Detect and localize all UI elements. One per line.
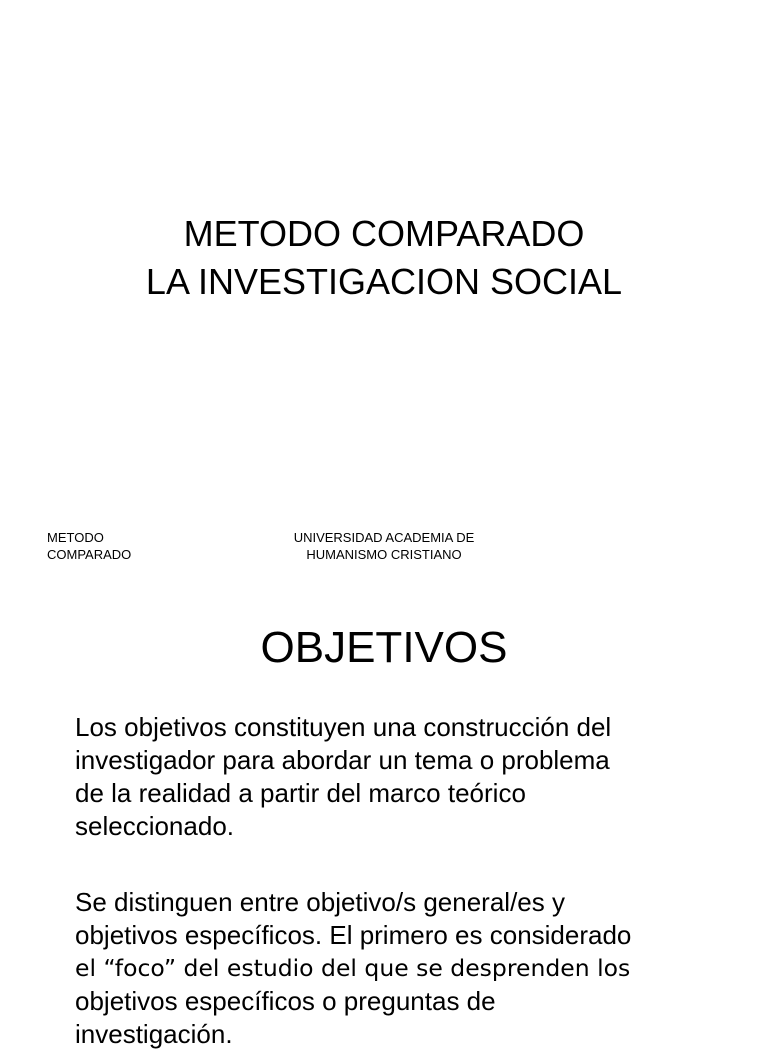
slide-title-heading xyxy=(0,210,768,306)
paragraph-distinction xyxy=(75,886,735,1051)
footer-center-line-1: UNIVERSIDAD ACADEMIA DE xyxy=(293,530,475,545)
paragraph2-line-5: investigación. xyxy=(75,1019,233,1049)
slide-objetivos xyxy=(0,580,768,1049)
footer-center-text xyxy=(234,529,534,563)
footer-center-line-2: HUMANISMO CRISTIANO xyxy=(306,547,462,562)
paragraph1-line-3: de la realidad a partir del marco teórico xyxy=(75,778,526,808)
paragraph-definition xyxy=(75,711,735,843)
paragraph1-line-1: Los objetivos constituyen una construcción del xyxy=(75,712,612,742)
footer-left-line-1: METODO xyxy=(47,530,104,545)
paragraph2-line-4: objetivos específicos o preguntas de xyxy=(75,986,496,1016)
footer-left-text xyxy=(47,529,187,563)
paragraph1-line-4: seleccionado. xyxy=(75,811,234,841)
paragraph2-line-1: Se distinguen entre objetivo/s general/es y xyxy=(75,887,565,917)
paragraph2-line-2: objetivos específicos. El primero es considerado xyxy=(75,920,632,950)
paragraph1-line-2: investigador para abordar un tema o problema xyxy=(75,745,610,775)
title-line-2: LA INVESTIGACION SOCIAL xyxy=(145,261,623,302)
paragraph2-line-3: el “foco” del estudio del que se desprenden los xyxy=(75,954,631,982)
objetivos-heading: OBJETIVOS xyxy=(260,623,508,672)
title-line-1: METODO COMPARADO xyxy=(183,213,585,254)
footer-left-line-2: COMPARADO xyxy=(47,547,132,562)
